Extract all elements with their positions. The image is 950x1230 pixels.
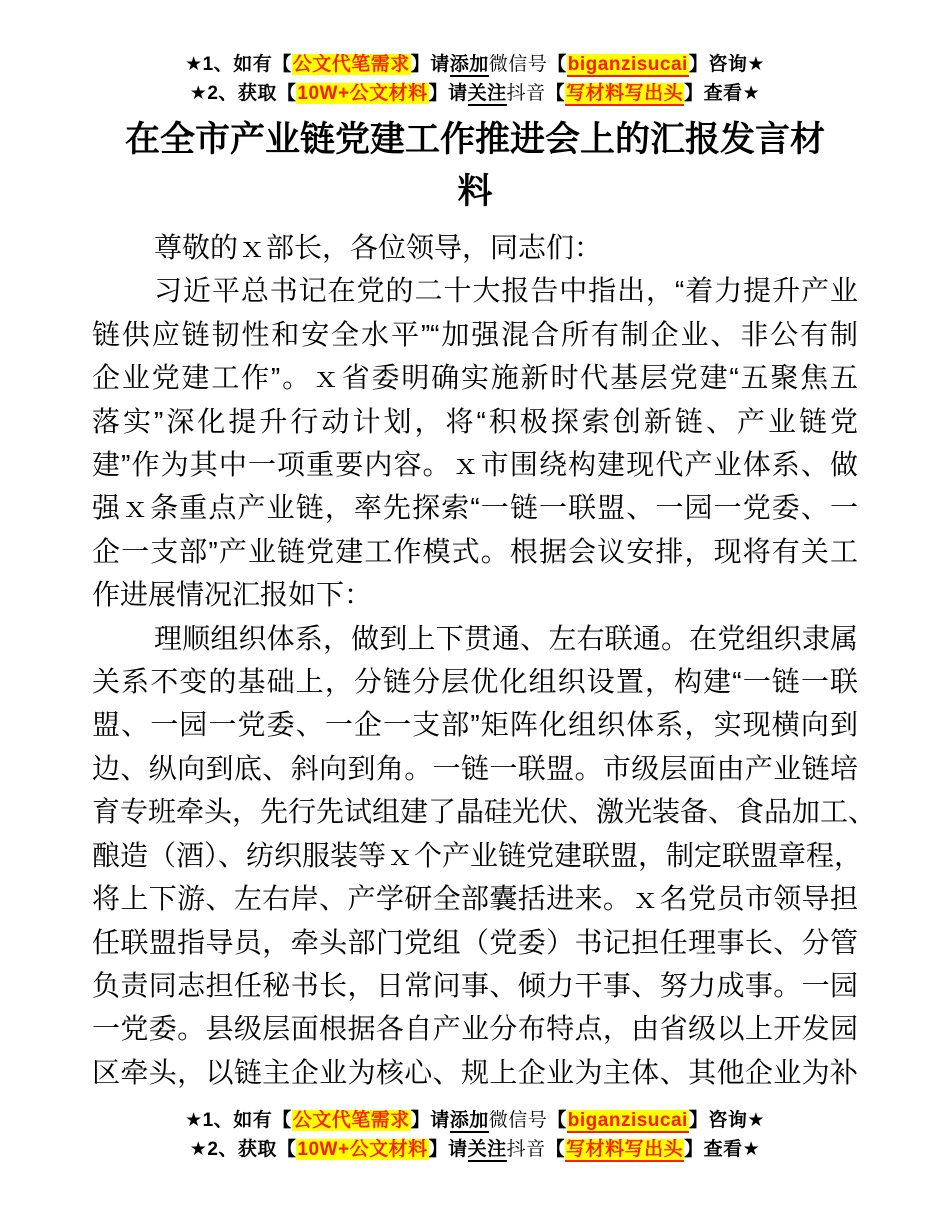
promo-text: ★1、如有【 <box>185 54 292 75</box>
promo-text: 关注 <box>467 1139 507 1161</box>
title-line: 在全市产业链党建工作推进会上的汇报发言材 <box>124 120 825 159</box>
promo-text: 添加 <box>449 54 489 75</box>
promo-line <box>92 50 858 79</box>
text-line: 尊敬的ｘ部长，各位领导，同志们： <box>154 232 603 263</box>
paragraph <box>92 226 858 269</box>
paragraph <box>92 269 858 616</box>
text-line: 区牵头，以链主企业为核心、规上企业为主体、其他企业为补 <box>92 1056 858 1088</box>
promo-text: 】请 <box>410 54 450 75</box>
text-line: 将上下游、左右岸、产学研全部囊括进来。ｘ名党员市领导担 <box>92 883 858 915</box>
highlighted-text: 10W+公文材料 <box>297 83 428 104</box>
promo-text: 【 <box>545 83 566 104</box>
promo-text: 】查看★ <box>684 1139 761 1161</box>
text-line: 任联盟指导员，牵头部门党组（党委）书记担任理事长、分管 <box>92 926 858 958</box>
promo-text: 微信号 <box>488 1110 548 1132</box>
highlighted-text: 10W+公文材料 <box>297 1139 428 1161</box>
highlighted-text: 公文代笔需求 <box>292 54 410 75</box>
promo-text: 微信号 <box>488 54 548 75</box>
highlighted-text: 写材料写出头 <box>566 83 684 104</box>
text-line: 链供应链韧性和安全水平”“加强混合所有制企业、非公有制 <box>92 318 858 350</box>
highlighted-text: 写材料写出头 <box>566 1139 684 1161</box>
text-line: 育专班牵头，先行先试组建了晶硅光伏、激光装备、食品加工、 <box>92 796 877 828</box>
text-line: 盟、一园一党委、一企一支部”矩阵化组织体系，实现横向到 <box>92 709 858 741</box>
text-line: 作进展情况汇报如下： <box>92 579 373 611</box>
promo-text: 抖音 <box>506 1139 546 1161</box>
promo-text: ★2、获取【 <box>189 83 297 104</box>
promo-text: 抖音 <box>506 83 546 104</box>
text-line: 酿造（酒）、纺织服装等ｘ个产业链党建联盟，制定联盟章程， <box>92 839 863 871</box>
document-body <box>92 226 877 1094</box>
promo-text: 【 <box>545 1139 566 1161</box>
promo-text: 】请 <box>428 1139 468 1161</box>
document-title <box>92 114 858 218</box>
promo-text: 】咨询★ <box>688 1110 765 1132</box>
promo-line <box>92 79 858 108</box>
highlighted-text: biganzisucai <box>567 54 688 75</box>
text-line: 落实”深化提升行动计划，将“积极探索创新链、产业链党 <box>92 405 858 437</box>
text-line: 强ｘ条重点产业链，率先探索“一链一联盟、一园一党委、一 <box>92 492 858 524</box>
text-line: 负责同志担任秘书长，日常问事、倾力干事、努力成事。一园 <box>92 969 858 1001</box>
promo-text: ★1、如有【 <box>185 1110 292 1132</box>
paragraph <box>92 617 877 1094</box>
promo-text: 【 <box>547 1110 567 1132</box>
highlighted-text: biganzisucai <box>567 1110 688 1132</box>
text-line: 习近平总书记在党的二十大报告中指出，“着力提升产业 <box>154 275 858 307</box>
text-line: 建”作为其中一项重要内容。ｘ市围绕构建现代产业体系、做 <box>92 449 858 481</box>
promo-text: 】咨询★ <box>688 54 765 75</box>
promo-text: 关注 <box>467 83 507 104</box>
promo-text: 】请 <box>428 83 468 104</box>
text-line: 企业党建工作”。ｘ省委明确实施新时代基层党建“五聚焦五 <box>92 362 858 394</box>
promo-line <box>92 1106 858 1135</box>
promo-banner-bottom <box>92 1106 858 1164</box>
promo-banner-top <box>92 50 858 108</box>
text-line: 边、纵向到底、斜向到角。一链一联盟。市级层面由产业链培 <box>92 752 858 784</box>
text-line: 一党委。县级层面根据各自产业分布特点，由省级以上开发园 <box>92 1013 858 1045</box>
promo-text: ★2、获取【 <box>189 1139 297 1161</box>
text-line: 企一支部”产业链党建工作模式。根据会议安排，现将有关工 <box>92 535 858 567</box>
promo-text: 添加 <box>449 1110 489 1132</box>
highlighted-text: 公文代笔需求 <box>292 1110 410 1132</box>
promo-text: 】请 <box>410 1110 450 1132</box>
title-line: 料 <box>457 172 493 211</box>
promo-line <box>92 1135 858 1164</box>
promo-text: 】查看★ <box>684 83 761 104</box>
promo-text: 【 <box>547 54 567 75</box>
text-line: 关系不变的基础上，分链分层优化组织设置，构建“一链一联 <box>92 666 858 698</box>
text-line: 理顺组织体系，做到上下贯通、左右联通。在党组织隶属 <box>154 622 858 654</box>
